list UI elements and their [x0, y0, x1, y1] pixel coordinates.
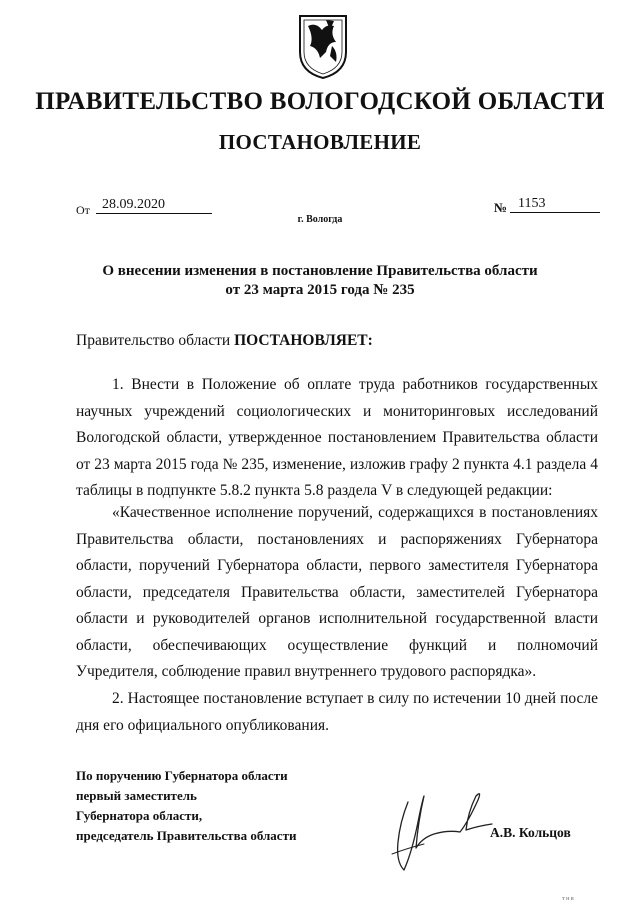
document-date: 28.09.2020	[96, 197, 212, 214]
date-label: От	[76, 203, 90, 217]
government-title: ПРАВИТЕЛЬСТВО ВОЛОГОДСКОЙ ОБЛАСТИ	[35, 88, 605, 115]
signatory-line-1: По поручению Губернатора области	[76, 768, 288, 783]
signatory-line-2: первый заместитель	[76, 788, 197, 803]
paragraph-1: 1. Внести в Положение об оплате труда работников государственных научных учреждений социологических и мониторинговых исследований Вологодской области, утвержденное постановлением Правительства области от 23 марта 2015 года № 235, изменение, изложив графу 2 пункта 4.1 раздела 4 таблицы в подпункте 5.8.2 пункта 5.8 раздела V в следующей редакции:	[76, 376, 598, 499]
signatory-line-4: председатель Правительства области	[76, 828, 297, 843]
preamble	[76, 332, 373, 350]
signatory-block	[76, 766, 296, 846]
document-type: ПОСТАНОВЛЕНИЕ	[218, 130, 422, 154]
page-mark: т н в	[562, 896, 574, 902]
document-city: г. Вологда	[297, 214, 343, 225]
number-label: №	[494, 200, 508, 215]
preamble-resolution: ПОСТАНОВЛЯЕТ:	[234, 332, 373, 349]
preamble-text: Правительство области	[76, 332, 235, 349]
document-subject	[0, 262, 640, 300]
paragraph-2: 2. Настоящее постановление вступает в силу по истечении 10 дней после дня его официального опубликования.	[76, 690, 598, 734]
subject-line-2: от 23 марта 2015 года № 235	[225, 282, 415, 298]
signatory-name: А.В. Кольцов	[490, 825, 571, 840]
document-number: 1153	[510, 196, 600, 213]
subject-line-1: О внесении изменения в постановление Правительства области	[102, 263, 538, 279]
signatory-line-3: Губернатора области,	[76, 808, 203, 823]
coat-of-arms-icon	[296, 12, 350, 80]
paragraph-quote: «Качественное исполнение поручений, содержащихся в постановлениях Правительства области, постановлениях и распоряжениях Губернатора области, поручений Губернатора области, первого заместителя Губернатора области, председателя Правительства области, заместителей Губернатора области и руководителей органов исполнительной государственной власти области, обеспечивающих осуществление функций и полномочий Учредителя, соблюдение правил внутреннего трудового распорядка».	[76, 504, 598, 680]
handwritten-signature	[378, 782, 496, 878]
